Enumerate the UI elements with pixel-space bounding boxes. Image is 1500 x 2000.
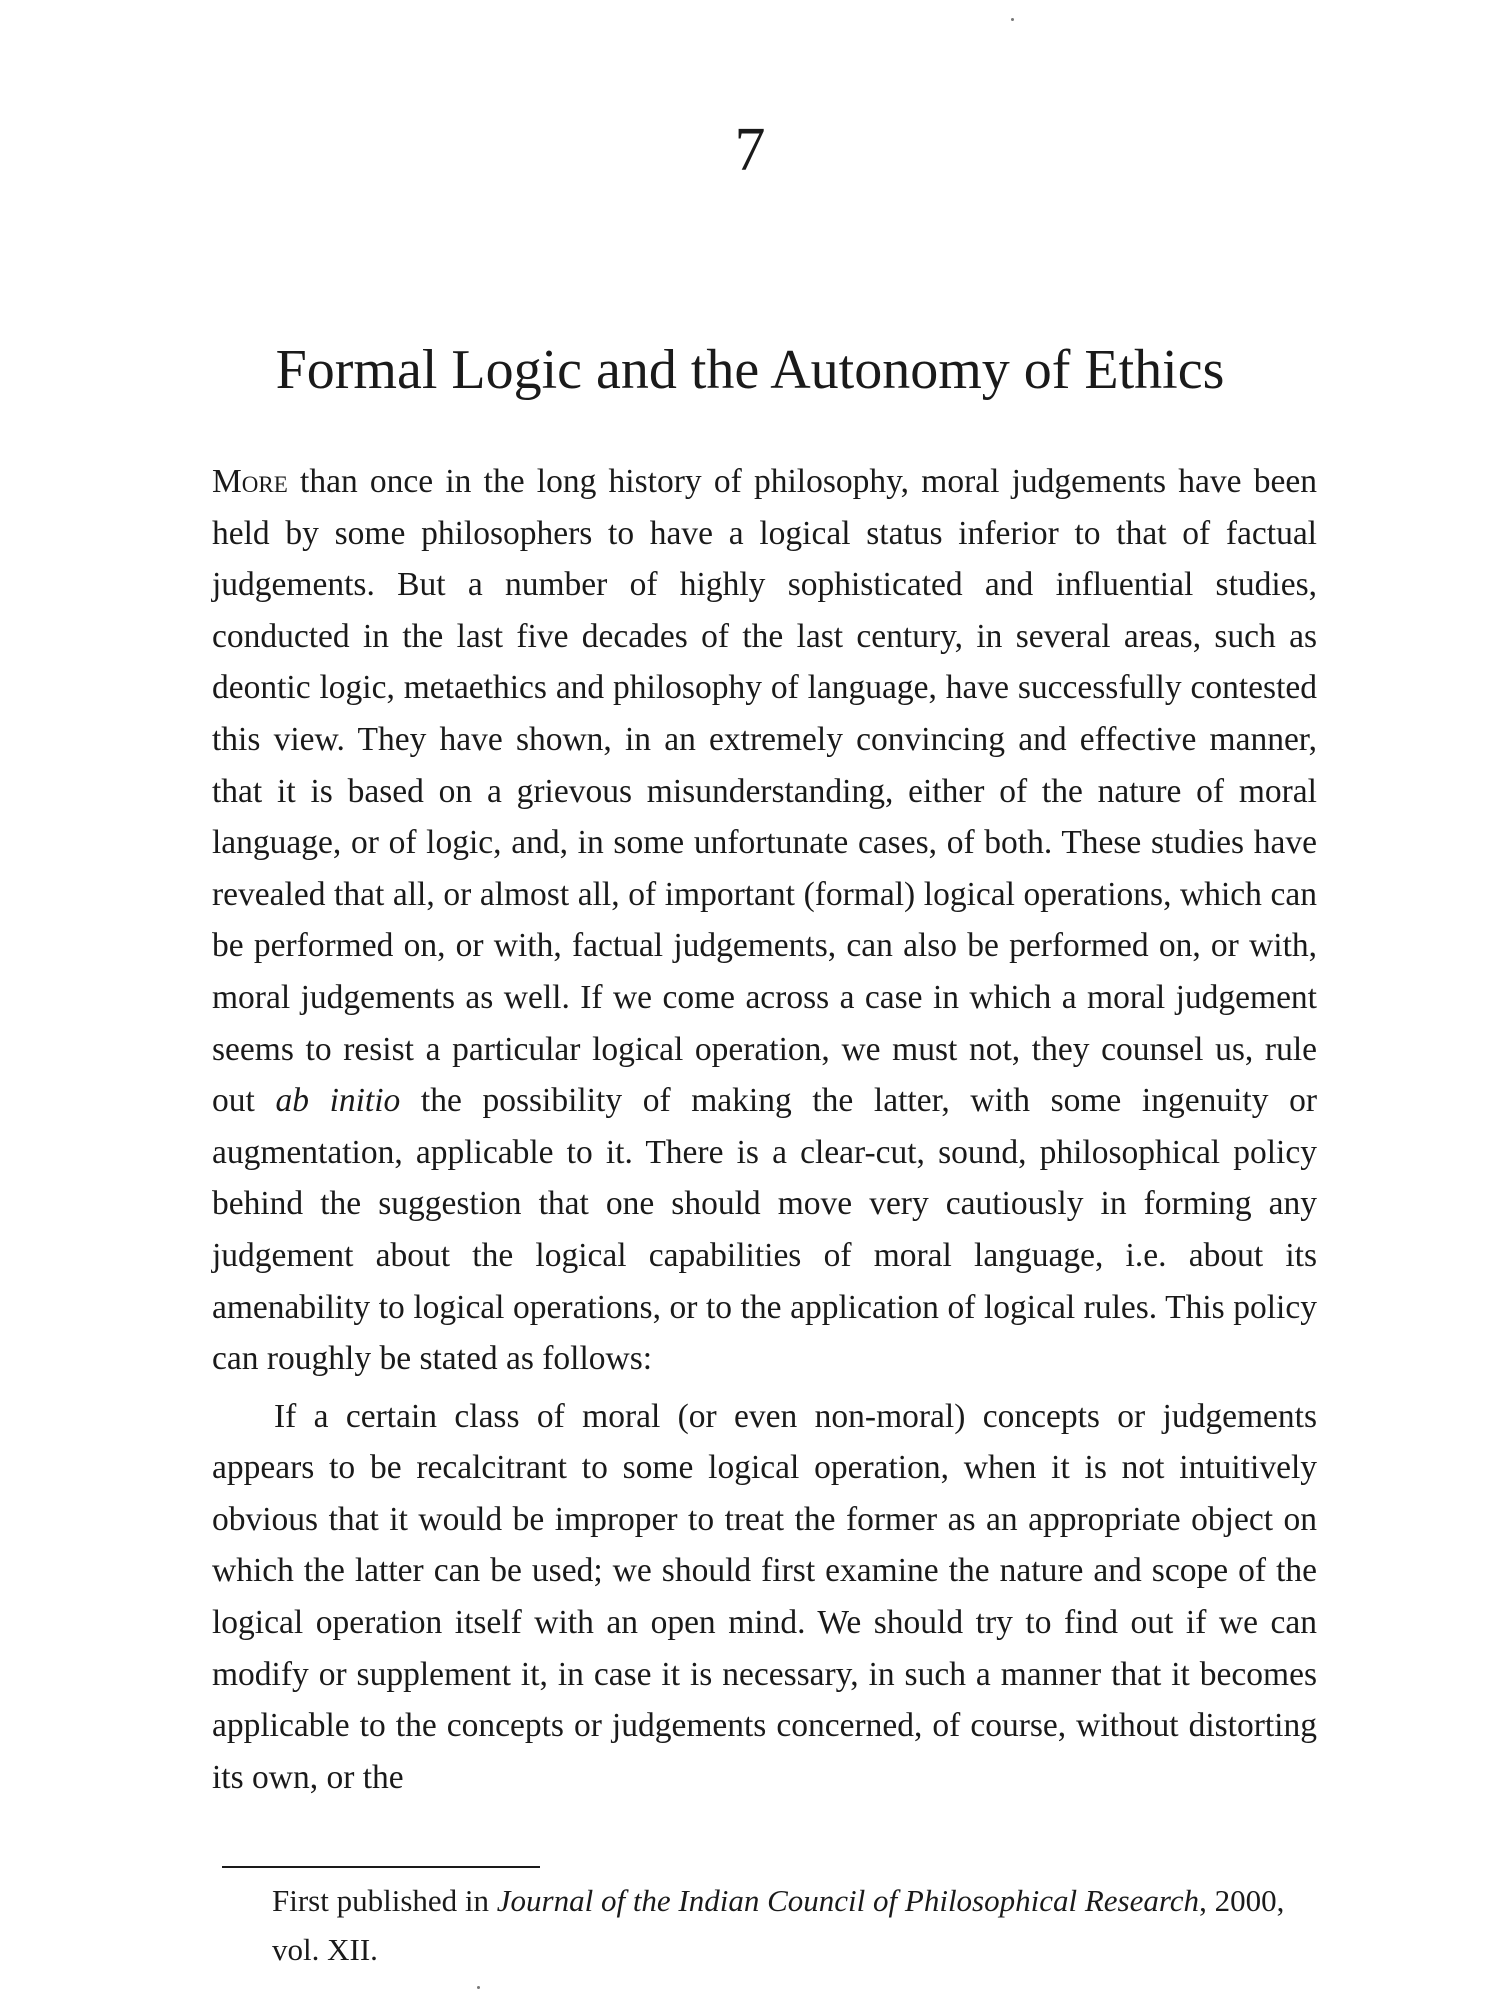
chapter-number: 7 <box>734 116 766 184</box>
footnote-prefix: First published in <box>272 1883 497 1918</box>
paragraph-1 <box>212 456 1317 1385</box>
paragraph-lead-word: More <box>212 463 288 500</box>
paragraph-1-text: than once in the long history of philosophy, moral judgements have been held by some philosophers to have a logical status inferior to that of factual judgements. But a number of highly sophisticated and influential studies, conducted in the last five decades of the last century, in several areas, such as deontic logic, metaethics and philosophy of language, have successfully contested this view. They have shown, in an extremely convincing and effective manner, that it is based on a grievous misunderstanding, either of the nature of moral language, or of logic, and, in some unfortunate cases, of both. These studies have revealed that all, or almost all, of important (formal) logical operations, which can be performed on, or with, factual judgements, can also be performed on, or with, moral judgements as well. If we come across a case in which a moral judgement seems to resist a particular logical operation, we must not, they counsel us, rule out <box>212 463 1317 1120</box>
footnote-divider <box>222 1866 540 1868</box>
italic-phrase: ab initio <box>275 1082 401 1120</box>
paragraph-2: If a certain class of moral (or even non-moral) concepts or judgements appears to be recalcitrant to some logical operation, when it is not intuitively obvious that it would be improper to treat the former as an appropriate object on which the latter can be used; we should first examine the nature and scope of the logical operation itself with an open mind. We should try to find out if we can modify or supplement it, in case it is necessary, in such a manner that it becomes applicable to the concepts or judgements concerned, of course, without distorting its own, or the <box>212 1397 1317 1796</box>
footnote-journal: Journal of the Indian Council of Philosophical Research <box>496 1883 1200 1918</box>
scan-speck <box>477 1986 480 1989</box>
scan-speck <box>1011 18 1014 21</box>
paragraph-1-text-end: the possibility of making the latter, with some ingenuity or augmentation, applicable to it. There is a clear-cut, sound, philosophical policy behind the suggestion that one should move very cautiously in forming any judgement about the logical capabilities of moral language, i.e. about its amenability to logical operations, or to the application of logical rules. This policy can roughly be stated as follows: <box>212 1082 1317 1378</box>
chapter-title: Formal Logic and the Autonomy of Ethics <box>275 339 1225 401</box>
footnote-suffix: , 2000, vol. XII. <box>272 1883 1285 1967</box>
footnote <box>272 1876 1317 1974</box>
body-text <box>212 456 1317 1803</box>
